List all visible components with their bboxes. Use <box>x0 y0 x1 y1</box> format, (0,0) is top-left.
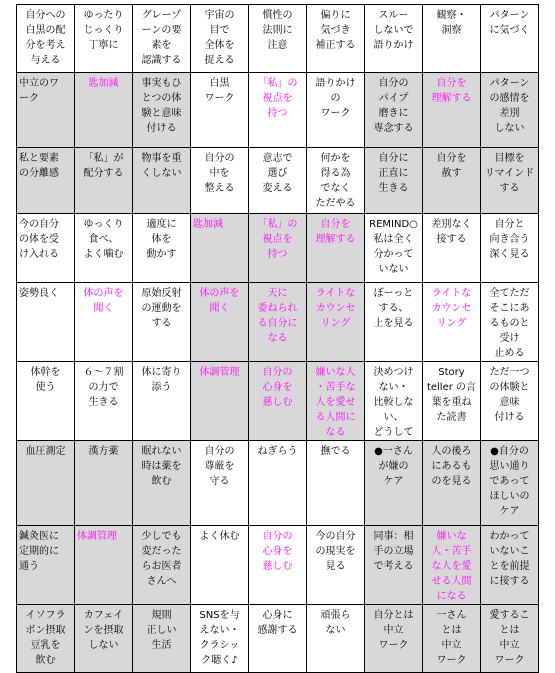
grid-cell: 私と要素 の分離感 <box>17 148 75 214</box>
grid-cell: 天に 委ねられ る自分に なる <box>249 283 307 362</box>
grid-cell: 決めつけ ない・ 比較しな い、 どうして <box>365 362 423 441</box>
grid-cell: 少しでも 変だった らお医者 さんへ <box>133 526 191 605</box>
grid-cell: 適度に 体を 動かす <box>133 214 191 283</box>
grid-cell: 愛するこ とは 中立 ワーク <box>481 605 539 673</box>
grid-cell: 白黒 ワーク <box>191 73 249 148</box>
grid-cell: 嫌いな 人・苦手 な人を愛 せる人間 になる <box>423 526 481 605</box>
grid-cell: 体の声を 聞く <box>191 283 249 362</box>
grid-cell: 「私」の 視点を 持つ <box>249 214 307 283</box>
grid-cell: ただ一つ の体験と 意味 付ける <box>481 362 539 441</box>
grid-cell: 自分を 理解する <box>307 214 365 283</box>
grid-row <box>17 73 539 148</box>
grid-cell: 自分の 心身を 慈しむ <box>249 526 307 605</box>
grid-cell: 同事：相 手の立場 で考える <box>365 526 423 605</box>
grid-cell: 匙加減 <box>75 73 133 148</box>
mandala-sheet <box>16 4 539 673</box>
grid-cell: スルー しないで 語りかけ <box>365 5 423 73</box>
grid-cell: 体の声を 聞く <box>75 283 133 362</box>
grid-cell: 体調管理 <box>75 526 133 605</box>
grid-body <box>17 5 539 673</box>
grid-cell: 中立のワ ーク <box>17 73 75 148</box>
grid-cell: 自分とは 中立 ワーク <box>365 605 423 673</box>
grid-cell: 自分の パイプ 磨きに 専念する <box>365 73 423 148</box>
grid-cell: 自分と 向き合う 深く見る <box>481 214 539 283</box>
grid-cell: カフェイ ンを摂取 しない <box>75 605 133 673</box>
grid-cell: 目標を リマインド する <box>481 148 539 214</box>
grid-row <box>17 214 539 283</box>
grid-cell: 原始反射 の運動を する <box>133 283 191 362</box>
grid-cell: 今の自分 の現実を 見る <box>307 526 365 605</box>
grid-cell: ゆっくり 食べ、 よく噛む <box>75 214 133 283</box>
grid-cell: REMIND○ 私は全く 分かって いない <box>365 214 423 283</box>
grid-cell: 人の後ろ にあるも のを見る <box>423 441 481 526</box>
grid-cell: パターン に気づく <box>481 5 539 73</box>
grid-row <box>17 362 539 441</box>
grid-cell: 何かを 得る為 でなく ただやる <box>307 148 365 214</box>
grid-cell: 撫でる <box>307 441 365 526</box>
grid-cell: 差別なく 接する <box>423 214 481 283</box>
grid-cell: わかって いないこ とを前提 に接する <box>481 526 539 605</box>
grid-row <box>17 283 539 362</box>
grid-cell: 偏りに 気づき 補正する <box>307 5 365 73</box>
grid-cell: 自分の 心身を 慈しむ <box>249 362 307 441</box>
grid-cell: 「私」の 視点を 持つ <box>249 73 307 148</box>
grid-cell: 観察・ 洞察 <box>423 5 481 73</box>
grid-cell: 体幹を 使う <box>17 362 75 441</box>
grid-cell: ●一さん が嫌の ケア <box>365 441 423 526</box>
grid-cell: 一さん とは 中立 ワーク <box>423 605 481 673</box>
grid-cell: 頑張ら ない <box>307 605 365 673</box>
grid-cell: Story teller の言 葉を重ね た読書 <box>423 362 481 441</box>
grid-cell: 鍼灸医に 定期的に 通う <box>17 526 75 605</box>
grid-cell: 自分への 白黒の配 分を考え 与える <box>17 5 75 73</box>
grid-cell: 自分の 中を 整える <box>191 148 249 214</box>
grid-cell: 宇宙の 目で 全体を 捉える <box>191 5 249 73</box>
grid-cell: 今の自分 の体を受 け入れる <box>17 214 75 283</box>
grid-cell: 規則 正しい 生活 <box>133 605 191 673</box>
grid-cell: イソフラ ボン摂取 豆乳を 飲む <box>17 605 75 673</box>
grid-row <box>17 441 539 526</box>
grid-row <box>17 5 539 73</box>
grid-cell: 漢方薬 <box>75 441 133 526</box>
grid-cell: 血圧測定 <box>17 441 75 526</box>
grid-row <box>17 526 539 605</box>
grid-cell: 自分を 赦す <box>423 148 481 214</box>
grid-cell: 眠れない 時は薬を 飲む <box>133 441 191 526</box>
grid-row <box>17 148 539 214</box>
grid-cell: 慣性の 法則に 注意 <box>249 5 307 73</box>
grid-cell: よく休む <box>191 526 249 605</box>
grid-cell: ゆったり じっくり 丁寧に <box>75 5 133 73</box>
grid-cell: ライトな カウンセ リング <box>307 283 365 362</box>
grid-cell: 自分の 尊厳を 守る <box>191 441 249 526</box>
grid-cell: ライトな カウンセ リング <box>423 283 481 362</box>
grid-cell: 事実もひ とつの体 験と意味 付ける <box>133 73 191 148</box>
grid-cell: 匙加減 <box>191 214 249 283</box>
grid-cell: 語りかけ の ワーク <box>307 73 365 148</box>
grid-cell: 全てただ そこにあ るものと 受け 止める <box>481 283 539 362</box>
grid-cell: グレーゾ ーンの要 素を 認識する <box>133 5 191 73</box>
grid-cell: 意志で 選び 変える <box>249 148 307 214</box>
grid-cell: 姿勢良く <box>17 283 75 362</box>
grid-cell: 自分に 正直に 生きる <box>365 148 423 214</box>
grid-cell: 体に寄り 添う <box>133 362 191 441</box>
grid-cell: ６〜７割 の力で 生きる <box>75 362 133 441</box>
grid-cell: 「私」が 配分する <box>75 148 133 214</box>
grid-row <box>17 605 539 673</box>
grid-cell: パターン の感情を 差別 しない <box>481 73 539 148</box>
grid-cell: ねぎらう <box>249 441 307 526</box>
grid-cell: 自分を 理解する <box>423 73 481 148</box>
grid-cell: ぼーっと する、 上を見る <box>365 283 423 362</box>
grid-cell: 体調管理 <box>191 362 249 441</box>
grid-cell: 嫌いな人 ・苦手な 人を愛せ る人間に なる <box>307 362 365 441</box>
grid-cell: 物事を重 くしない <box>133 148 191 214</box>
grid-cell: ●自分の 思い通り であって ほしいの ケア <box>481 441 539 526</box>
mandala-grid <box>16 4 539 673</box>
grid-cell: SNSを与 えない・ クラシッ ク聴く♪ <box>191 605 249 673</box>
grid-cell: 心身に 感謝する <box>249 605 307 673</box>
